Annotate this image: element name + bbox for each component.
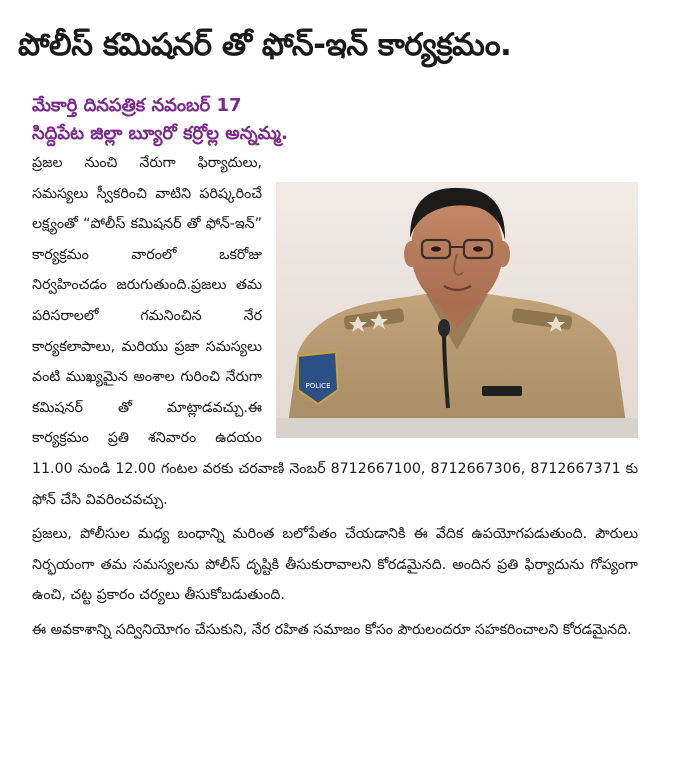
source-line: మేకార్తి దినపత్రిక నవంబర్ 17 (32, 95, 242, 116)
paragraph-2: ప్రజలు, పోలీసుల మధ్య బంధాన్ని మరింత బలోపేతం చేయడానికి ఈ వేదిక ఉపయోగపడుతుంది. పౌరులు నిర్భయంగా తమ సమస్యలను పోలీస్ దృష్టికి తీసుకురావాలని కోరడమైనది. అందిన ప్రతి ఫిర్యాదును గోప్యంగా ఉంచి, చట్ట ప్రకారం చర్యలు తీసుకోబడుతుంది. (32, 526, 638, 604)
commissioner-photo (276, 182, 638, 438)
bureau-line: సిద్దిపేట జిల్లా బ్యూరో కర్రోల్ల అన్నమ్మ. (32, 123, 288, 144)
officer-illustration (276, 182, 638, 438)
byline (32, 92, 652, 148)
paragraph-3: ఈ అవకాశాన్ని సద్వినియోగం చేసుకుని, నేర రహిత సమాజం కోసం పౌరులందరూ సహకరించాలని కోరడమైనది. (32, 621, 632, 638)
article-body (32, 148, 638, 650)
paragraph-1: ప్రజల నుంచి నేరుగా ఫిర్యాదులు, సమస్యలు స్వీకరించి వాటిని పరిష్కరించే లక్ష్యంతో “పోలీస్ కమిషనర్ తో ఫోన్-ఇన్” కార్యక్రమం వారంలో ఒకరోజు నిర్వహించడం జరుగుతుంది.ప్రజలు తమ పరిసరాలలో గమనించిన నేర కార్యకలాపాలు, మరియు ప్రజా సమస్యలు వంటి ముఖ్యమైన అంశాల గురించి నేరుగా కమిషనర్ తో మాట్లాడవచ్చు.ఈ కార్యక్రమం ప్రతి శనివారం ఉదయం 11.00 నుండి 12.00 గంటల వరకు చరవాణి నెంబర్ 8712667100, 8712667306, 8712667371 కు ఫోన్ చేసి వివరించవచ్చు. (32, 155, 638, 508)
badge-label: POLICE (305, 382, 331, 390)
headline: పోలీస్ కమిషనర్ తో ఫోన్-ఇన్ కార్యక్రమం. (18, 27, 512, 63)
